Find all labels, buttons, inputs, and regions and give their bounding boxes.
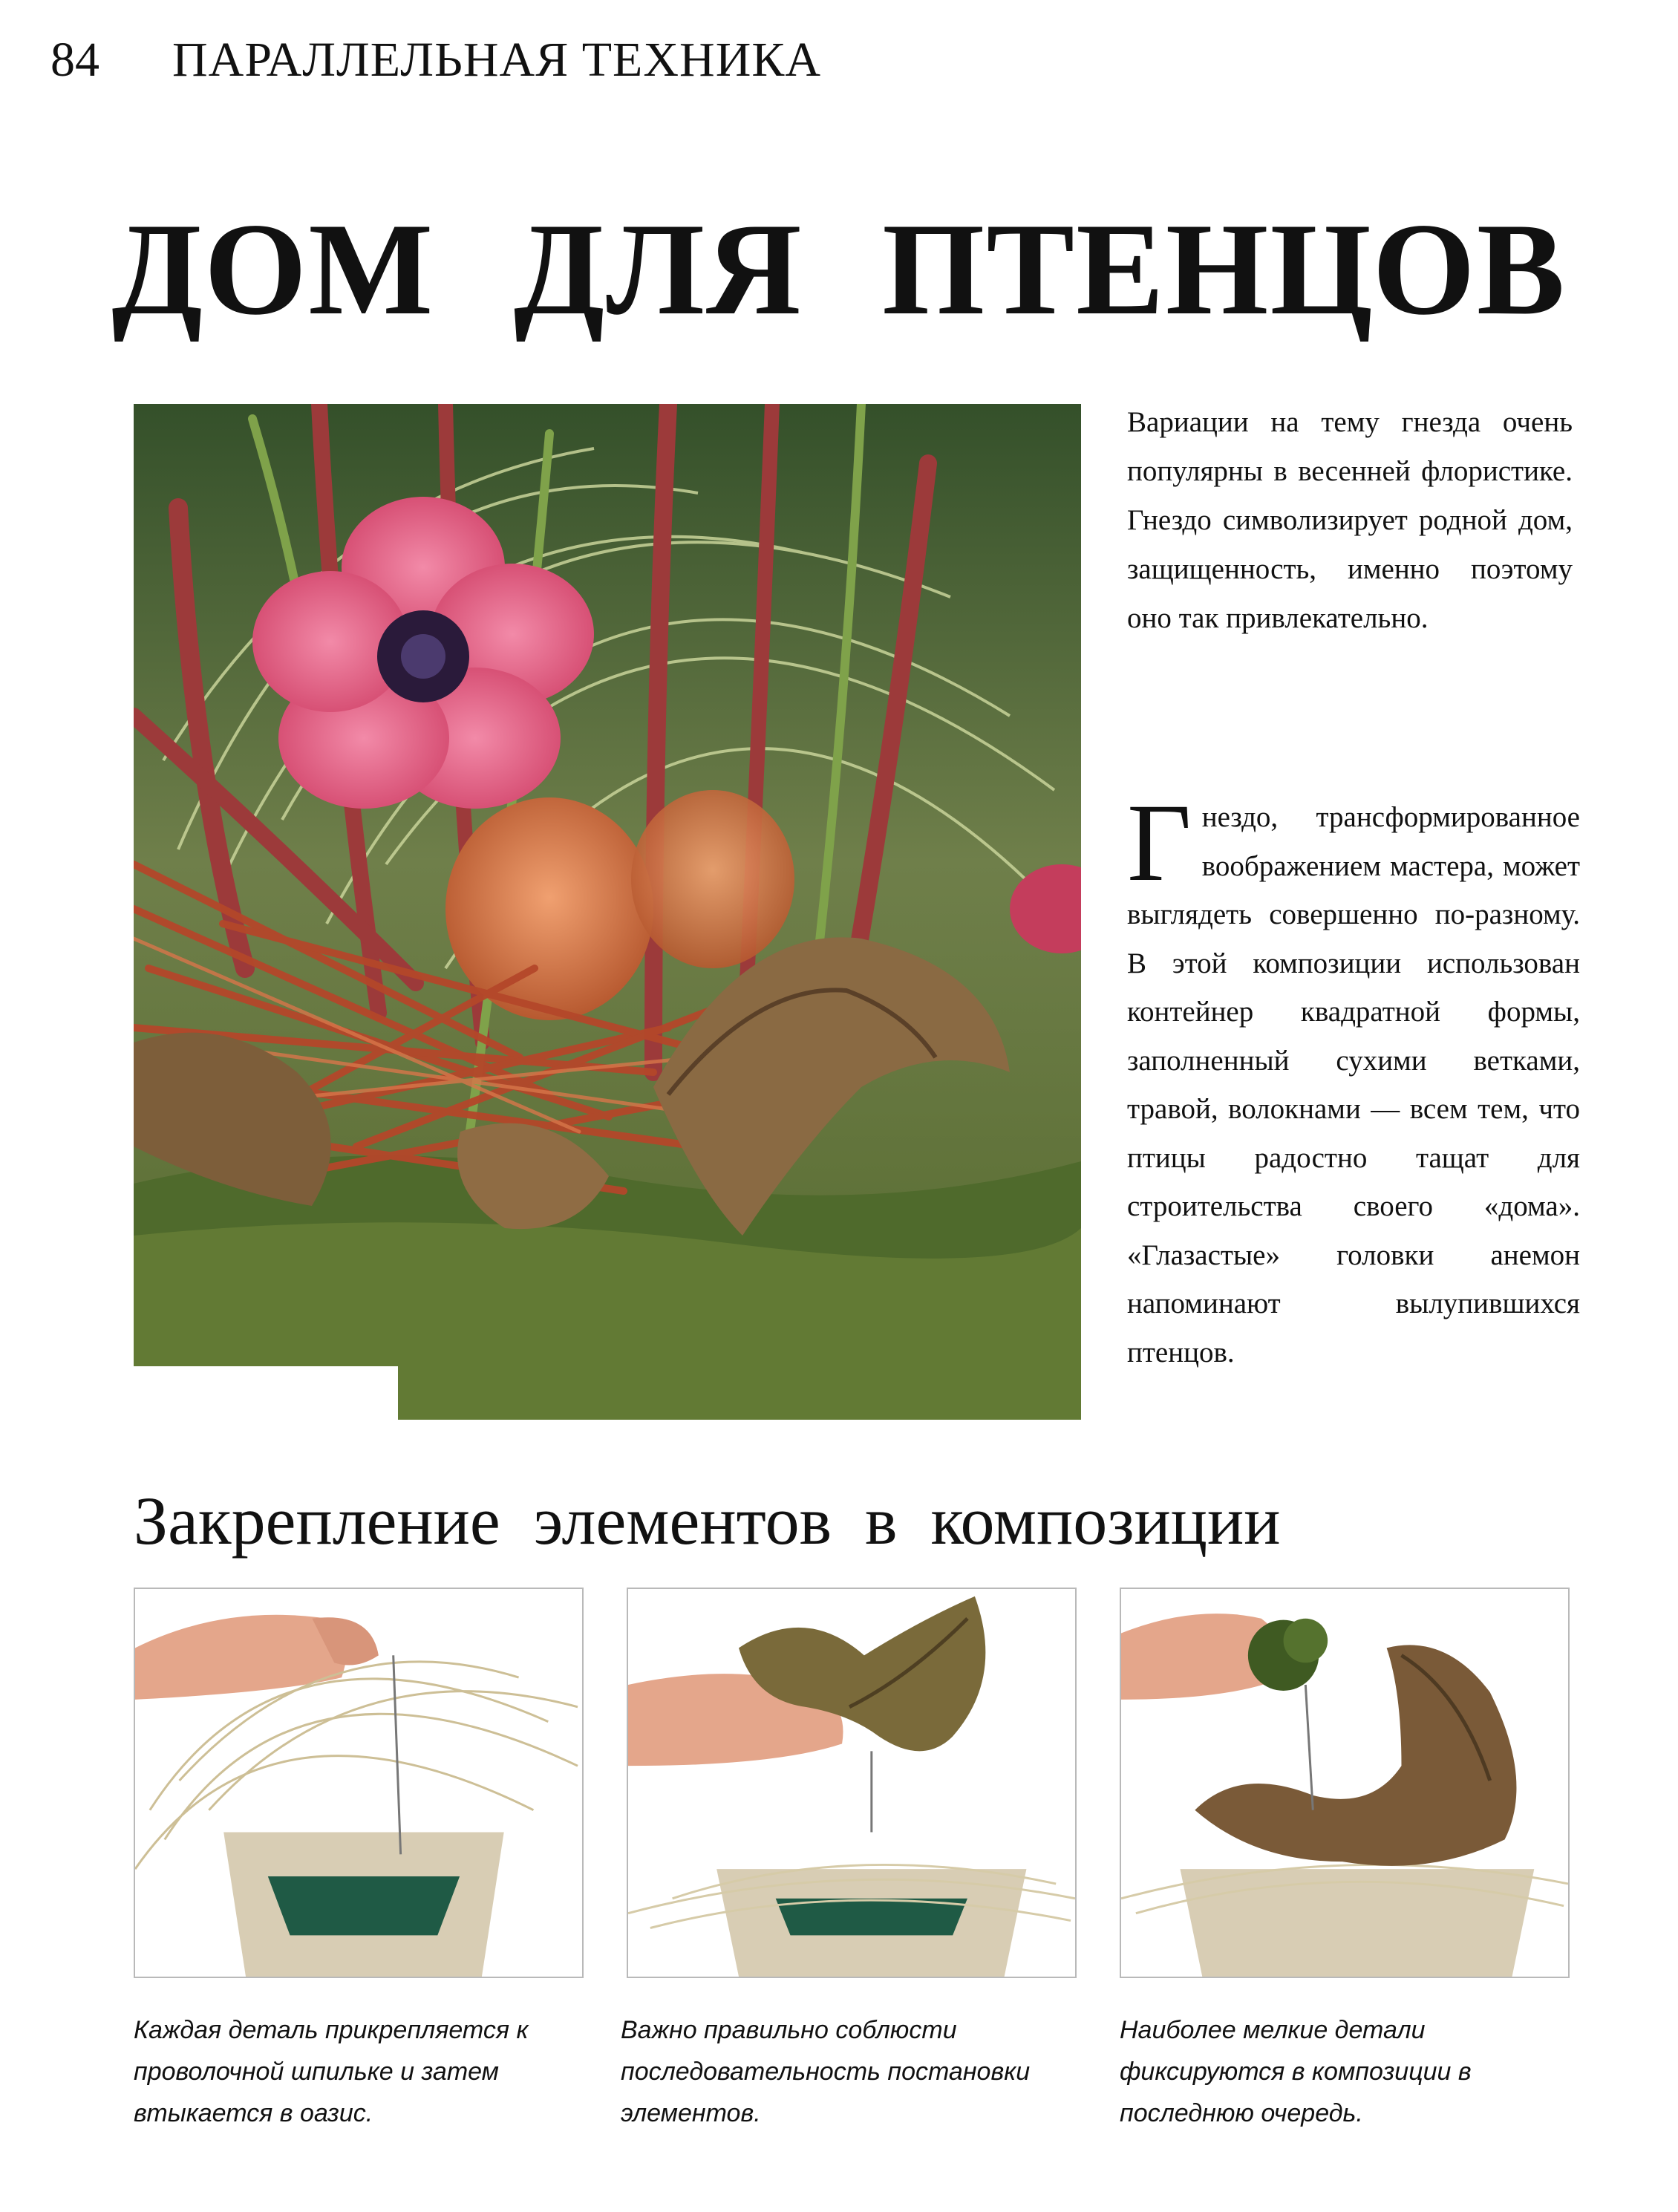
- body-text: нездо, трансформированное воображением мастера, может выглядеть совершенно по-разному. В этой композиции использован контейнер квадратной формы, заполненный сухими ветками, травой, волокнами — всем тем, что птицы радостно тащат для строительства своего «дома». «Глазастые» головки анемон напоминают вылупившихся птенцов.: [1127, 801, 1580, 1368]
- intro-paragraph: Вариации на тему гнезда очень популярны в весенней флористике. Гнездо символизирует родной дом, защищенность, именно поэтому оно так привлекательно.: [1127, 406, 1573, 634]
- running-header: ПАРАЛЛЕЛЬНАЯ ТЕХНИКА: [172, 33, 822, 87]
- hand-placing-moss-illustration: [1121, 1589, 1568, 1977]
- step-caption-2: Важно правильно соблюсти последовательность постановки элементов.: [621, 2016, 1031, 2127]
- step-photo-2: [627, 1588, 1077, 1978]
- drop-cap: Г: [1127, 781, 1192, 904]
- hand-placing-leaf-illustration: [628, 1589, 1075, 1977]
- page-number: 84: [50, 33, 99, 87]
- step-photo-1: [134, 1588, 584, 1978]
- hand-inserting-grass-illustration: [135, 1589, 582, 1977]
- step-caption-1: Каждая деталь прикрепляется к проволочной шпильке и затем втыкается в оазис.: [134, 2016, 529, 2127]
- section-title: Закрепление элементов в композиции: [134, 1483, 1281, 1559]
- page-title: ДОМ ДЛЯ ПТЕНЦОВ: [111, 195, 1567, 342]
- nest-arrangement-illustration: [134, 404, 1081, 1420]
- step-photo-3: [1120, 1588, 1570, 1978]
- body-paragraph: [1127, 781, 1580, 1377]
- step-caption-3: Наиболее мелкие детали фиксируются в композиции в последнюю очередь.: [1120, 2016, 1472, 2127]
- main-photo: [134, 404, 1081, 1420]
